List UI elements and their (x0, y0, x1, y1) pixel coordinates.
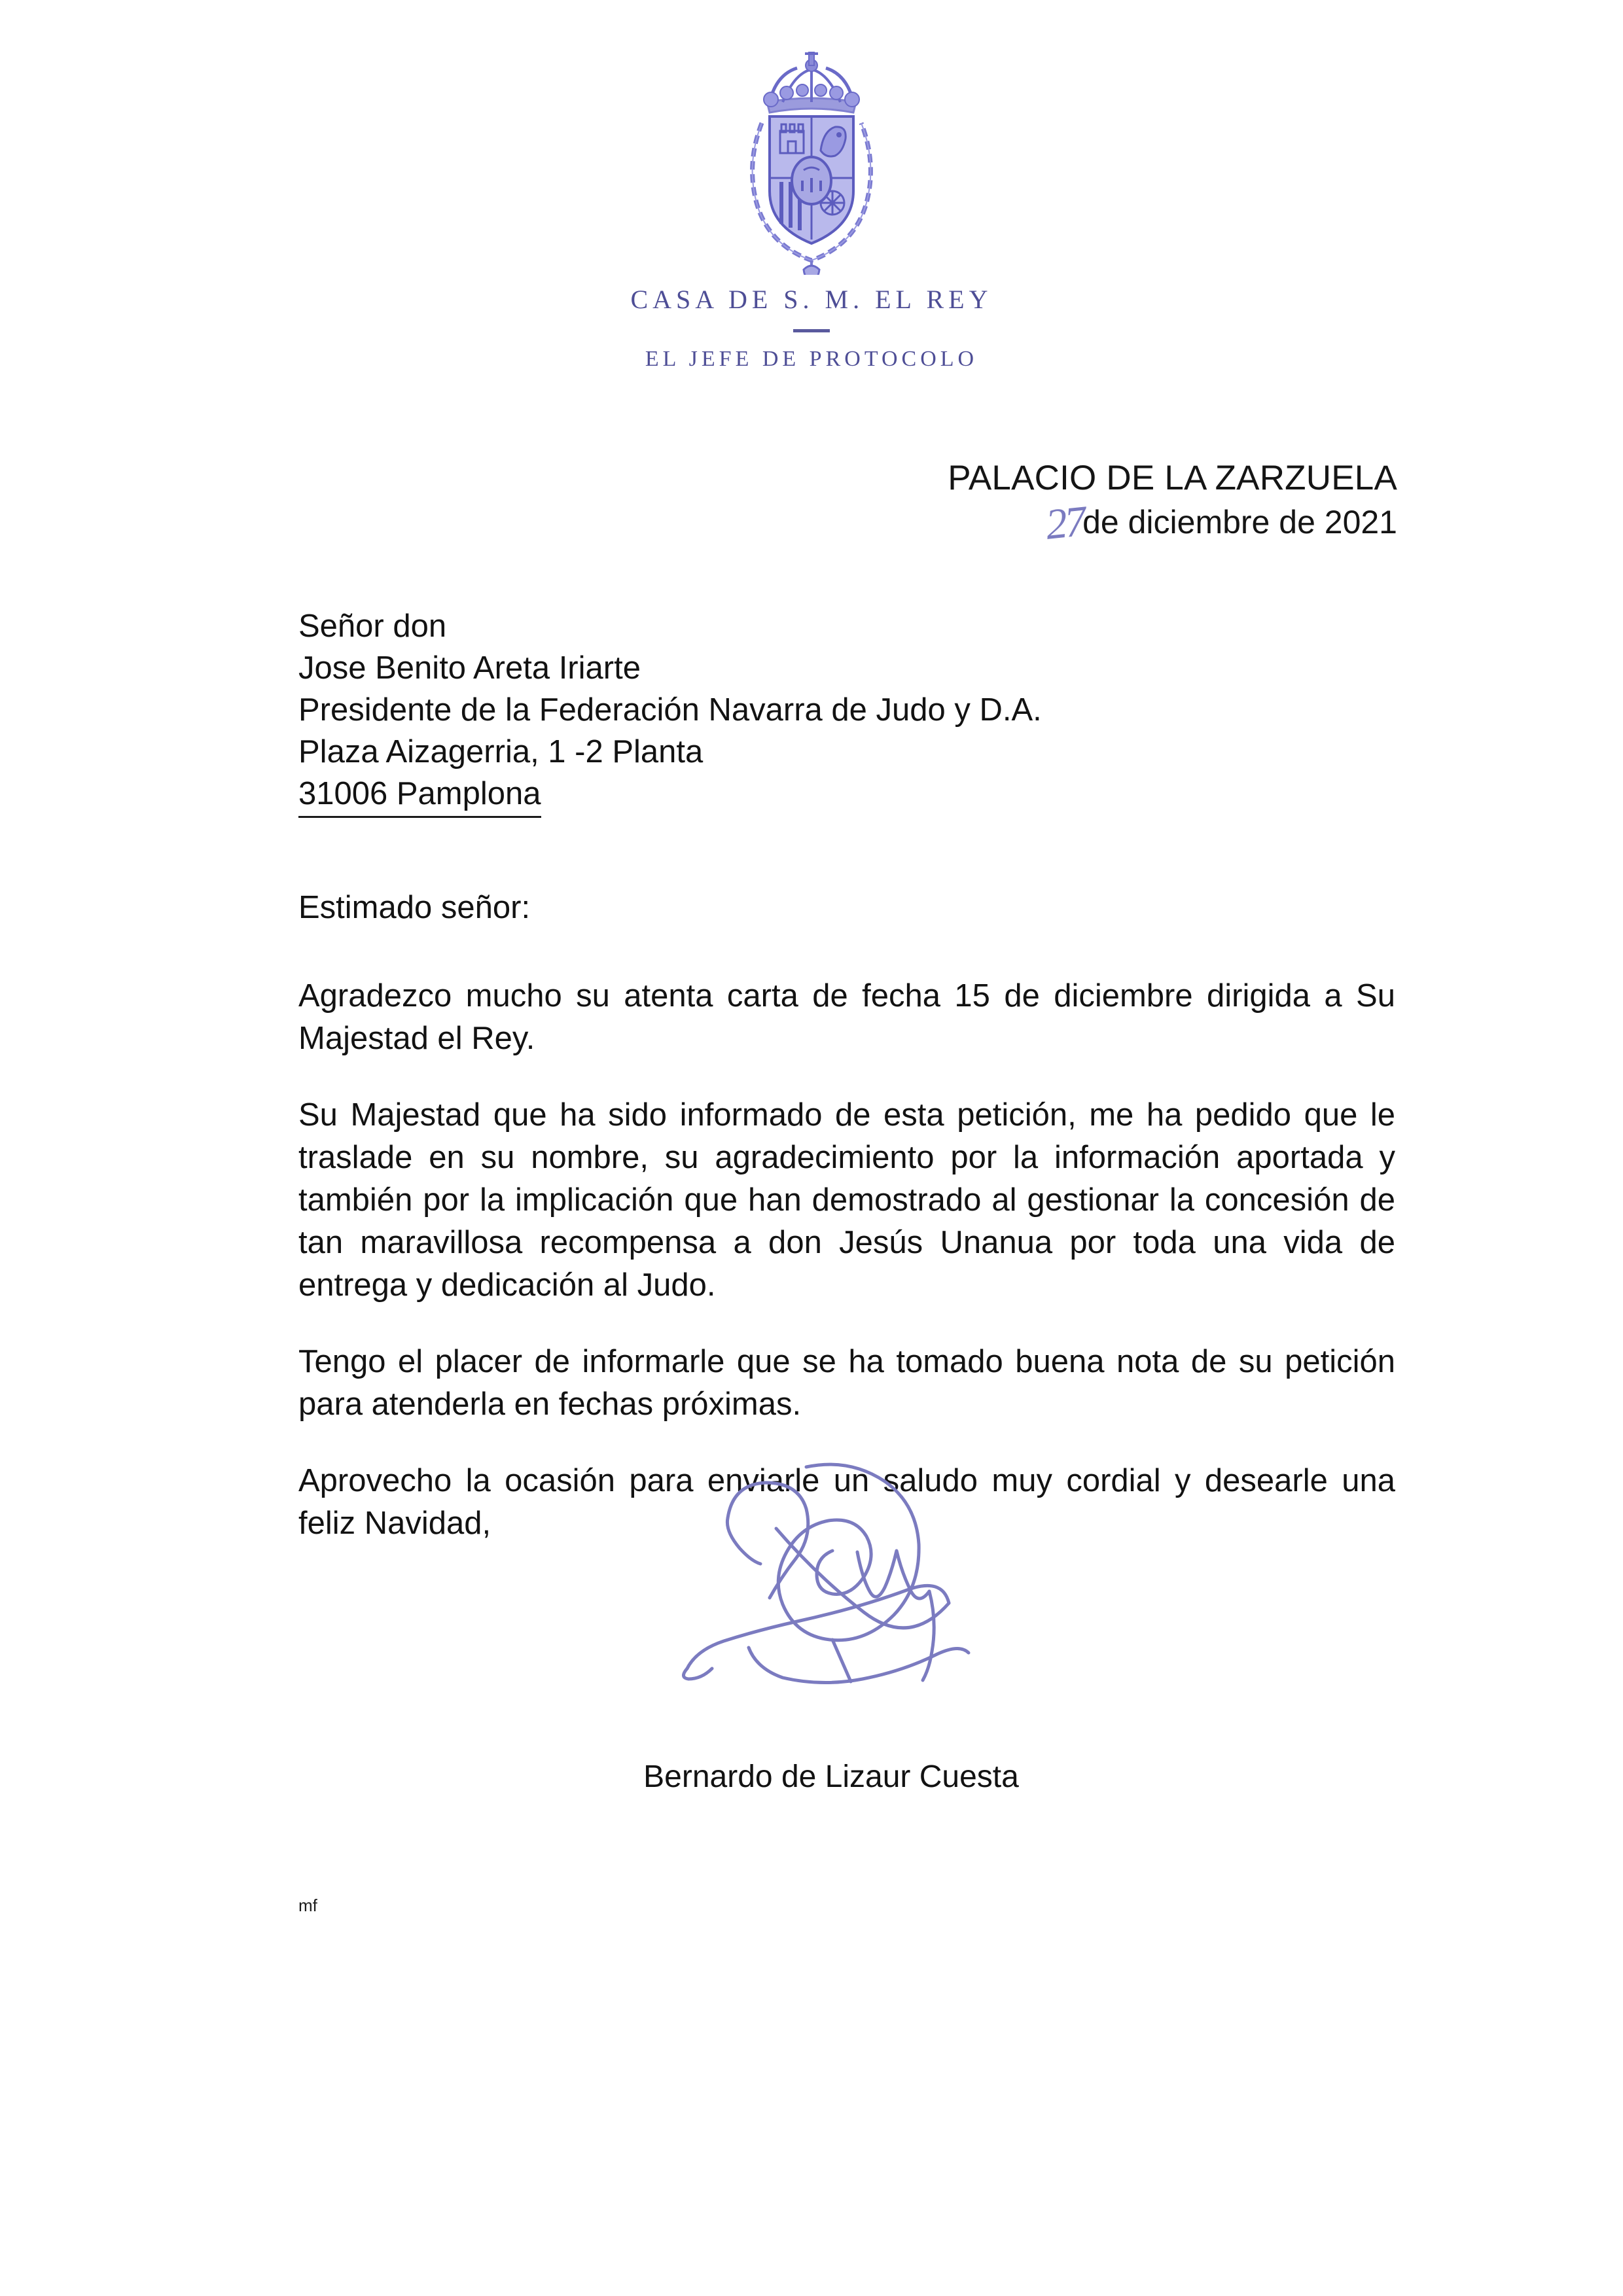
letterhead-department: EL JEFE DE PROTOCOLO (645, 347, 978, 371)
recipient-address (298, 605, 1042, 818)
royal-coat-of-arms-spain-icon (713, 39, 910, 275)
address-line-1: Señor don (298, 609, 447, 644)
handwritten-day: 27 (1043, 497, 1086, 549)
body-paragraph-4: Aprovecho la ocasión para enviarle un saludo muy cordial y desearle una feliz Navidad, (298, 1463, 1395, 1541)
date-rest: de diciembre de 2021 (1082, 504, 1397, 540)
letterhead-divider (793, 329, 830, 332)
body-paragraph-3: Tengo el placer de informarle que se ha tomado buena nota de su petición para atenderla en fechas próximas. (298, 1344, 1395, 1422)
body-paragraph-2: Su Majestad que ha sido informado de esta petición, me ha pedido que le traslade en su nombre, su agradecimiento por la información aportada y también por la implicación que han demostrado al gestionar la concesión de tan maravillosa recompensa a don Jesús Unanua por toda una vida de entrega y dedicación al Judo. (298, 1097, 1395, 1303)
typist-initials: mf (298, 1896, 317, 1915)
handwritten-signature-icon (641, 1453, 1008, 1688)
body-paragraph-1: Agradezco mucho su atenta carta de fecha 15 de diciembre dirigida a Su Majestad el Rey. (298, 978, 1395, 1056)
letter-body (298, 887, 1395, 1545)
salutation: Estimado señor: (298, 890, 531, 925)
letterhead (0, 39, 1623, 372)
address-line-3: Presidente de la Federación Navarra de Judo y D.A. (298, 692, 1042, 728)
address-line-2: Jose Benito Areta Iriarte (298, 650, 641, 686)
address-line-4: Plaza Aizagerria, 1 -2 Planta (298, 734, 704, 769)
letterhead-organization: CASA DE S. M. EL REY (630, 285, 993, 314)
date-line (1043, 497, 1397, 549)
place-line: PALACIO DE LA ZARZUELA (948, 459, 1397, 497)
address-line-5: 31006 Pamplona (298, 773, 541, 818)
signer-name: Bernardo de Lizaur Cuesta (643, 1759, 1019, 1794)
